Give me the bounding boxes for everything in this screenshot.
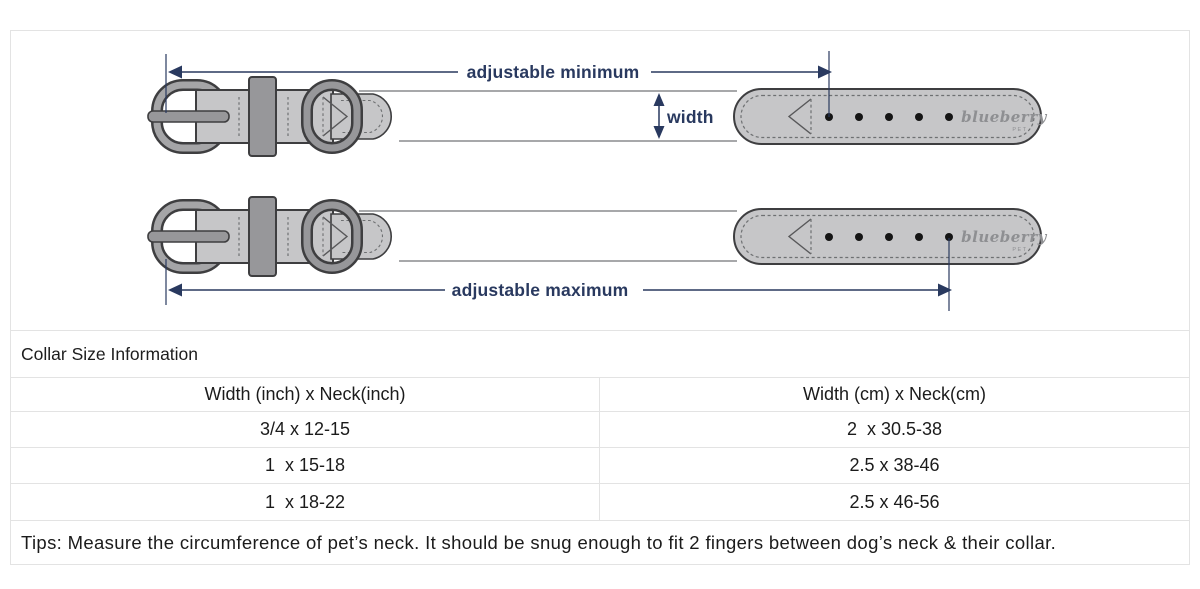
tips-text: Tips: Measure the circumference of pet’s neck. It should be snug enough to fit 2 fingers between dog’s neck & their collar. <box>11 520 1189 565</box>
header-cm-column: Width (cm) x Neck(cm) <box>803 384 986 404</box>
size-table <box>11 377 1189 565</box>
table-row <box>11 411 1189 447</box>
size-cm-value: 2.5 x 46-56 <box>849 492 940 512</box>
size-inch-value: 3/4 x 12-15 <box>11 412 600 447</box>
section-title: Collar Size Information <box>11 330 1189 377</box>
table-row <box>11 447 1189 483</box>
collar-top-illustration <box>148 51 1048 156</box>
adjustable-maximum-label: adjustable maximum <box>451 280 629 300</box>
width-arrow <box>654 93 665 139</box>
header-inch-column: Width (inch) x Neck(inch) <box>11 378 600 411</box>
size-cm-value: 2.5 x 38-46 <box>849 455 940 475</box>
size-inch-value: 1 x 18-22 <box>11 484 600 520</box>
collar-bottom-illustration <box>148 197 1048 311</box>
table-header-row <box>11 377 1189 411</box>
size-cm-value: 2 x 30.5-38 <box>846 419 943 439</box>
width-label: width <box>667 107 714 127</box>
size-inch-value: 1 x 15-18 <box>11 448 600 483</box>
adjustable-minimum-label: adjustable minimum <box>466 62 640 82</box>
table-row <box>11 483 1189 520</box>
infographic-frame <box>10 30 1190 565</box>
collar-diagram <box>11 31 1189 330</box>
